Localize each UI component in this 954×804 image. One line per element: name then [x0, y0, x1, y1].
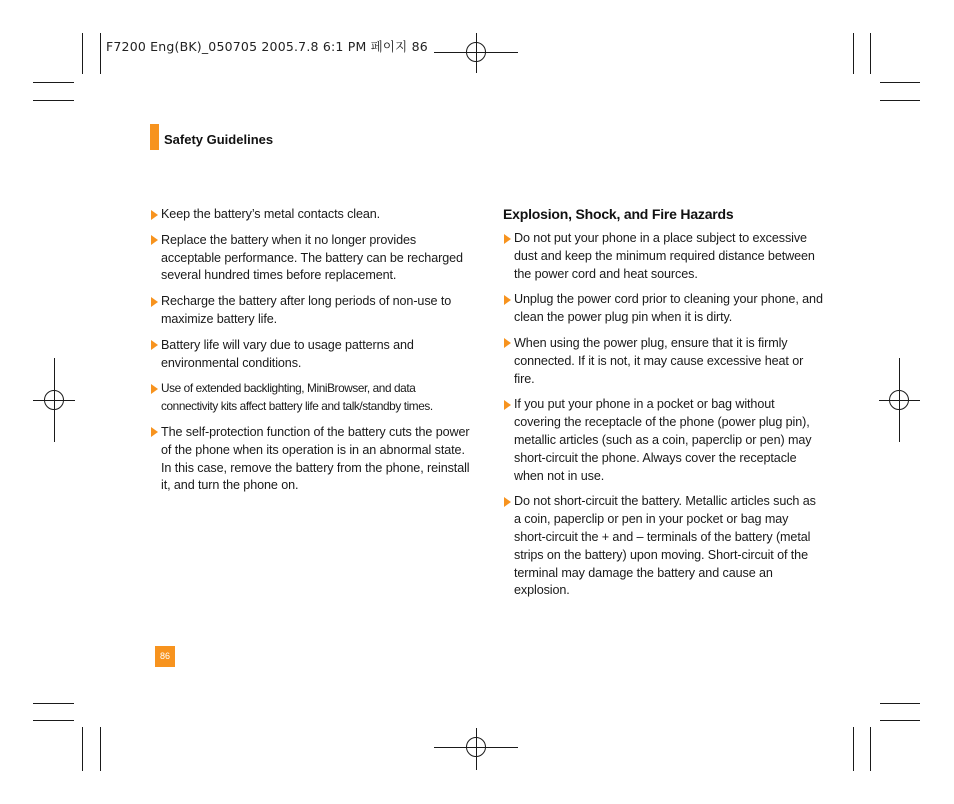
section-title: Safety Guidelines	[164, 132, 274, 147]
right-column	[503, 206, 823, 608]
registration-circle-icon	[466, 42, 486, 62]
crop-mark	[870, 727, 871, 771]
left-column	[150, 206, 470, 503]
crop-mark	[33, 703, 74, 704]
crop-mark	[880, 703, 920, 704]
crop-mark	[82, 33, 83, 74]
bullet-triangle-icon	[151, 297, 158, 307]
bullet-triangle-icon	[151, 210, 158, 220]
crop-mark	[100, 33, 101, 74]
crop-mark	[100, 727, 101, 771]
right-bullet-list	[503, 230, 823, 600]
list-item: Recharge the battery after long periods of non-use to maximize battery life.	[150, 293, 470, 329]
list-item: Keep the battery’s metal contacts clean.	[150, 206, 470, 224]
crop-mark	[33, 100, 74, 101]
list-item: Do not put your phone in a place subject to excessive dust and keep the minimum required distance between the power cord and heat sources.	[503, 230, 823, 283]
bullet-triangle-icon	[151, 235, 158, 245]
bullet-triangle-icon	[504, 400, 511, 410]
bullet-triangle-icon	[504, 497, 511, 507]
section-accent-bar	[150, 124, 159, 150]
crop-mark	[82, 727, 83, 771]
bullet-triangle-icon	[151, 340, 158, 350]
registration-circle-icon	[889, 390, 909, 410]
list-item: When using the power plug, ensure that it is firmly connected. If it is not, it may cause excessive heat or fire.	[503, 335, 823, 388]
print-header: F7200 Eng(BK)_050705 2005.7.8 6:1 PM 페이지 86	[106, 39, 428, 54]
list-item: Use of extended backlighting, MiniBrowser, and data connectivity kits affect battery life and talk/standby times.	[150, 380, 470, 416]
bullet-triangle-icon	[151, 427, 158, 437]
list-item: Battery life will vary due to usage patterns and environmental conditions.	[150, 337, 470, 373]
page-number: 86	[155, 646, 175, 667]
crop-mark	[880, 82, 920, 83]
registration-circle-icon	[466, 737, 486, 757]
crop-mark	[870, 33, 871, 74]
registration-circle-icon	[44, 390, 64, 410]
list-item: If you put your phone in a pocket or bag without covering the receptacle of the phone (power plug pin), metallic articles (such as a coin, paperclip or pen) may short-circuit the phone. Always cover the receptacle when not in use.	[503, 396, 823, 485]
bullet-triangle-icon	[504, 338, 511, 348]
crop-mark	[880, 720, 920, 721]
bullet-triangle-icon	[504, 295, 511, 305]
crop-mark	[853, 727, 854, 771]
list-item: Do not short-circuit the battery. Metallic articles such as a coin, paperclip or pen in your pocket or bag may short-circuit the + and – terminals of the battery (metal strips on the battery) upon moving. Short-circuit of the terminal may damage the battery and cause an explosion.	[503, 493, 823, 600]
list-item: The self-protection function of the battery cuts the power of the phone when its operation is in an abnormal state. In this case, remove the battery from the phone, reinstall it, and turn the phone on.	[150, 424, 470, 495]
list-item: Replace the battery when it no longer provides acceptable performance. The battery can be recharged several hundred times before replacement.	[150, 232, 470, 285]
crop-mark	[880, 100, 920, 101]
crop-mark	[853, 33, 854, 74]
list-item: Unplug the power cord prior to cleaning your phone, and clean the power plug pin when it is dirty.	[503, 291, 823, 327]
left-bullet-list	[150, 206, 470, 495]
bullet-triangle-icon	[504, 234, 511, 244]
crop-mark	[33, 82, 74, 83]
crop-mark	[33, 720, 74, 721]
bullet-triangle-icon	[151, 384, 158, 394]
hazards-heading: Explosion, Shock, and Fire Hazards	[503, 206, 734, 222]
